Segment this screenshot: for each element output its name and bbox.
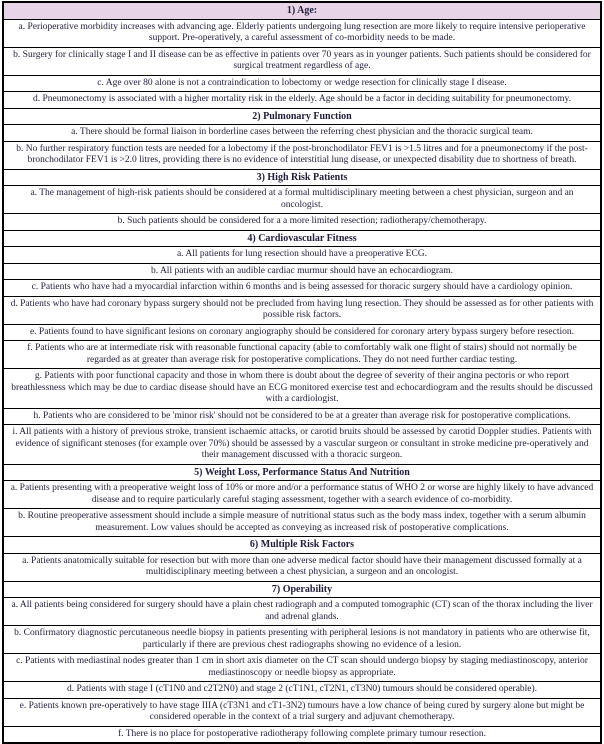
- guideline-row: a. All patients for lung resection should have a preoperative ECG.: [4, 246, 600, 263]
- guideline-row: i. All patients with a history of previous stroke, transient ischaemic attacks, or carotid bruits should be assessed by carotid Doppler studies. Patients with evidence of significant stenoses (for example over 70%) should be assessed by a vascular surgeon or consultant in stroke medicine pre-operatively and their management discussed with a thoracic surgeon.: [4, 424, 600, 464]
- guideline-row: d. Pneumonectomy is associated with a higher mortality risk in the elderly. Age should be a factor in deciding suitability for pneumonectomy.: [4, 91, 600, 108]
- guideline-row: b. Surgery for clinically stage I and II disease can be as effective in patients over 70 years as in younger patients. Such patients should be considered for surgical treatment regardless of age.: [4, 47, 600, 75]
- guideline-row: b. All patients with an audible cardiac murmur should have an echocardiogram.: [4, 263, 600, 280]
- guideline-row: a. Patients anatomically suitable for resection but with more than one adverse medical factor should have their management discussed formally at a multidisciplinary meeting between a chest physician, a surgeon and an oncologist.: [4, 553, 600, 581]
- section-header: 4) Cardiovascular Fitness: [4, 230, 600, 247]
- guideline-row: b. Confirmatory diagnostic percutaneous needle biopsy in patients presenting with peripheral lesions is not mandatory in patients who are otherwise fit, particularly if there are previous chest radiographs showing no evidence of a lesion.: [4, 625, 600, 653]
- guideline-row: c. Patients who have had a myocardial infarction within 6 months and is being assessed for thoracic surgery should have a cardiology opinion.: [4, 279, 600, 296]
- guideline-row: b. No further respiratory function tests are needed for a lobectomy if the post-bronchodilator FEV1 is >1.5 litres and for a pneumonectomy if the post-bronchodilator FEV1 is >2.0 litres, providing there is no evidence of interstitial lung disease, or unexpected disability due to shortness of breath.: [4, 141, 600, 169]
- section-header: 7) Operability: [4, 581, 600, 598]
- section-header: 5) Weight Loss, Performance Status And Nutrition: [4, 464, 600, 481]
- guideline-row: e. Patients known pre-operatively to have stage IIIA (cT3N1 and cT1-3N2) tumours have a low chance of being cured by surgery alone but might be considered operable in the context of a trial surgery and adjuvant chemotherapy.: [4, 698, 600, 726]
- guideline-row: a. Patients presenting with a preoperative weight loss of 10% or more and/or a performance status of WHO 2 or worse are highly likely to have advanced disease and to require particularly careful staging assessment, together with a search evidence of co-morbidity.: [4, 480, 600, 508]
- guideline-row: e. Patients found to have significant lesions on coronary angiography should be considered for coronary artery bypass surgery before resection.: [4, 324, 600, 341]
- guideline-row: a. The management of high-risk patients should be considered at a formal multidisciplinary meeting between a chest physician, surgeon and an oncologist.: [4, 185, 600, 213]
- guideline-row: a. There should be formal liaison in borderline cases between the referring chest physician and the thoracic surgical team.: [4, 124, 600, 141]
- guideline-row: a. Perioperative morbidity increases with advancing age. Elderly patients undergoing lung resection are more likely to require intensive perioperative support. Pre-operatively, a careful assessment of co-morbidity needs to be made.: [4, 19, 600, 47]
- guideline-row: d. Patients who have had coronary bypass surgery should not be precluded from having lung resection. They should be assessed as for other patients with possible risk factors.: [4, 296, 600, 324]
- guideline-row: h. Patients who are considered to be 'minor risk' should not be considered to be at a greater than average risk for postoperative complications.: [4, 408, 600, 425]
- section-header: 3) High Risk Patients: [4, 169, 600, 186]
- guideline-row: a. All patients being considered for surgery should have a plain chest radiograph and a computed tomographic (CT) scan of the thorax including the liver and adrenal glands.: [4, 597, 600, 625]
- section-header: 6) Multiple Risk Factors: [4, 536, 600, 553]
- section-header: 1) Age:: [4, 3, 600, 19]
- guideline-row: d. Patients with stage I (cT1N0 and c2T2N0) and stage 2 (cT1N1, cT2N1, cT3N0) tumours should be considered operable).: [4, 681, 600, 698]
- guideline-row: c. Patients with mediastinal nodes greater than 1 cm in short axis diameter on the CT scan should undergo biopsy by staging mediastinoscopy, anterior mediastinoscopy or needle biopsy as appropriate.: [4, 653, 600, 681]
- section-header: 2) Pulmonary Function: [4, 108, 600, 125]
- guideline-row: c. Age over 80 alone is not a contraindication to lobectomy or wedge resection for clinically stage I disease.: [4, 75, 600, 92]
- guideline-row: b. Such patients should be considered for a a more limited resection; radiotherapy/chemotherapy.: [4, 213, 600, 230]
- guideline-row: f. Patients who are at intermediate risk with reasonable functional capacity (able to comfortably walk one flight of stairs) should not normally be regarded as at greater than average risk for postoperative complications. They do not need further cardiac testing.: [4, 340, 600, 368]
- guideline-row: g. Patients with poor functional capacity and those in whom there is doubt about the degree of severity of their angina pectoris or who report breathlessness which may be due to cardiac disease should have an ECG monitored exercise test and echocardiogram and the results should be discussed with a cardiologist.: [4, 368, 600, 408]
- guideline-row: b. Routine preoperative assessment should include a simple measure of nutritional status such as the body mass index, together with a serum albumin measurement. Low values should be accepted as conveying as increased risk of postoperative complications.: [4, 508, 600, 536]
- guideline-row: f. There is no place for postoperative radiotherapy following complete primary tumour resection.: [4, 726, 600, 743]
- guidelines-table: [2, 1, 602, 744]
